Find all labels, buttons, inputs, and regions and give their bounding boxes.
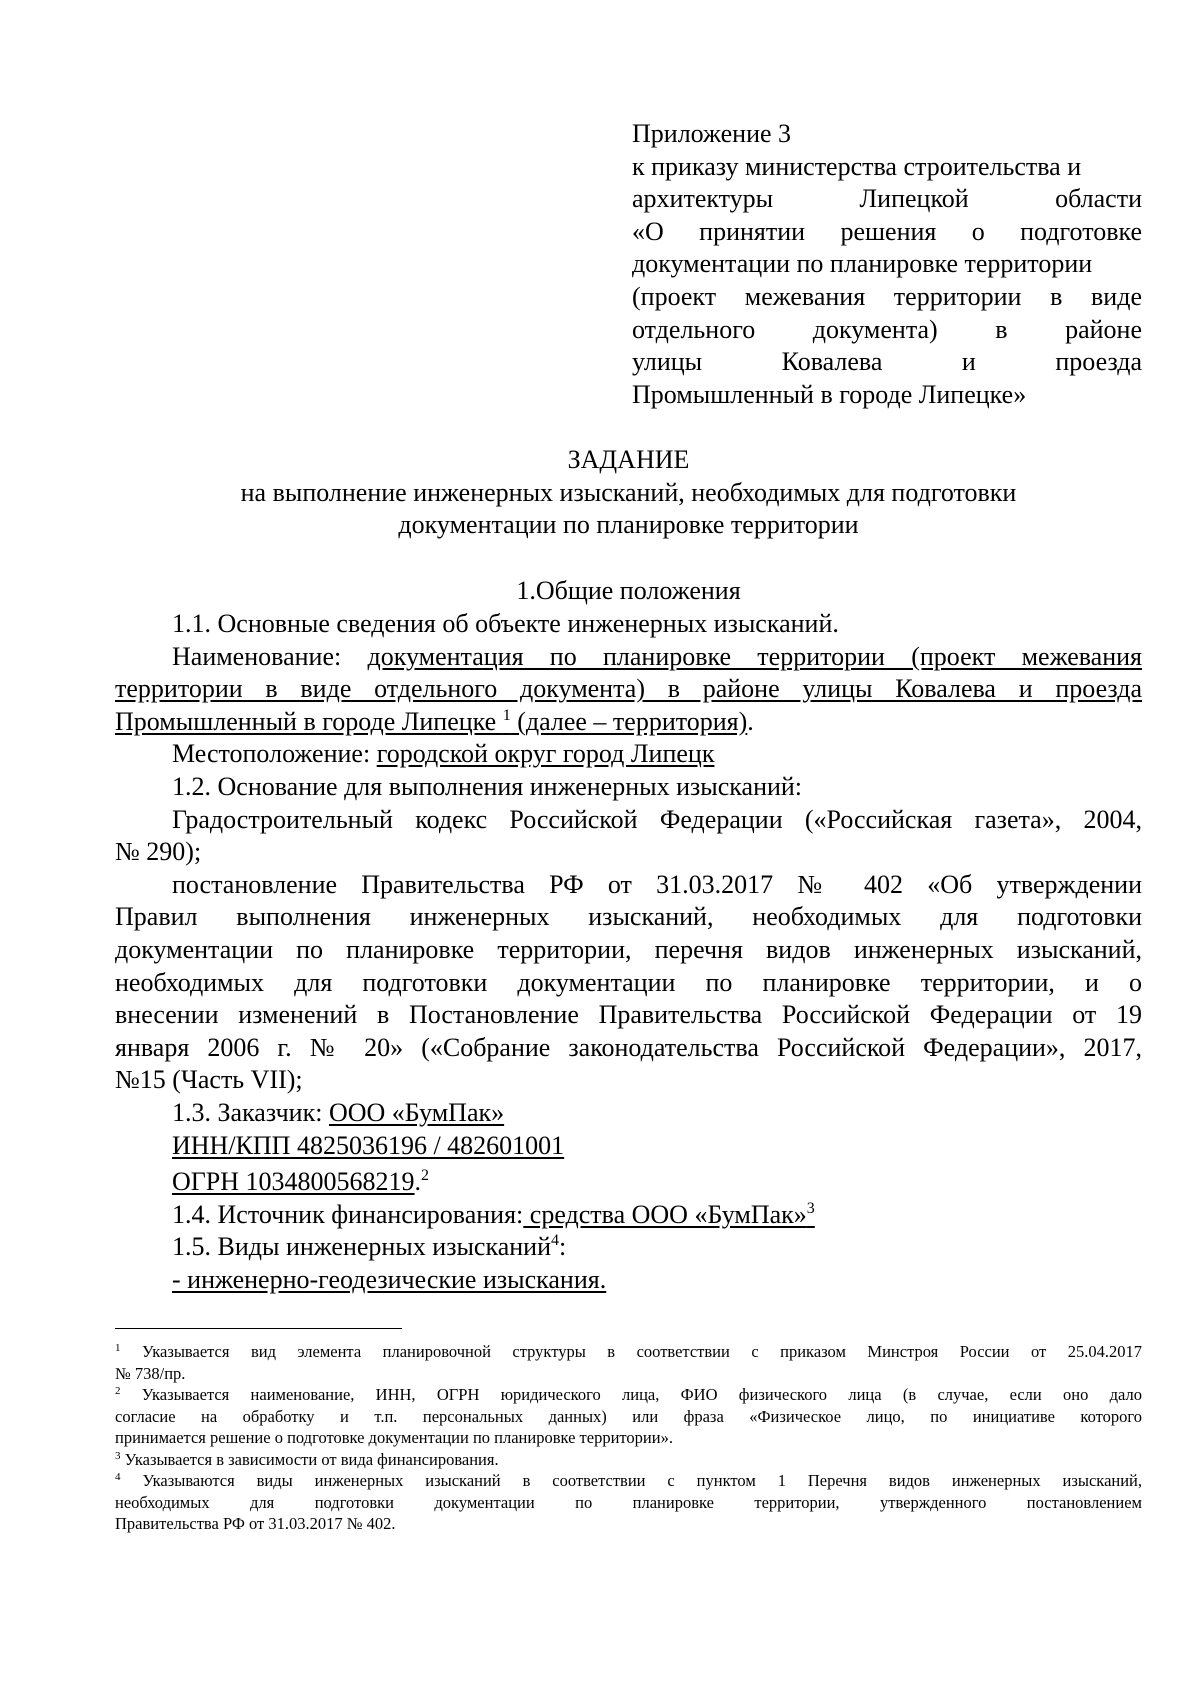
footnote-ref: 2 [421, 1167, 430, 1185]
appendix-line: к приказу министерства строительства и [632, 151, 1082, 181]
appendix-line: отдельного документа) в районе [632, 314, 1142, 344]
appendix-line: архитектуры Липецкой области [632, 184, 1142, 214]
ogrn-line: ОГРН 1034800568219.$^2$ [172, 1167, 430, 1197]
code-reference-line: Градостроительный кодекс Российской Федерации («Российская газета», 2004, [172, 804, 1142, 834]
appendix-line: документации по планировке территории [632, 249, 1093, 279]
appendix-line: улицы Ковалева и проезда [632, 347, 1143, 377]
appendix-title: Приложение 3 [632, 119, 792, 148]
decree-line: Правил выполнения инженерных изысканий, необходимых для подготовки [115, 902, 1142, 932]
document-title [115, 444, 1142, 542]
survey-type-item: - инженерно-геодезические изыскания. [172, 1264, 607, 1294]
footnote-2: $^2$ Указывается наименование, ИНН, ОГРН юридического лица, ФИО физического лица (в случае, если оно дало [115, 1385, 1142, 1404]
location-value: городской округ город Липецк [376, 739, 715, 769]
decree-line: внесении изменений в Постановление Правительства Российской Федерации от 19 [115, 1000, 1142, 1030]
decree-line: января 2006 г. № 20» («Собрание законодательства Российской Федерации», 2017, [115, 1032, 1142, 1062]
footnote-ref: 4 [551, 1232, 559, 1250]
footnote-4: необходимых для подготовки документации по планировке территории, утвержденного постановлением [115, 1492, 1142, 1512]
footnote-4: Правительства РФ от 31.03.2017 № 402. [115, 1514, 396, 1533]
customer-line: 1.3. Заказчик: ООО «БумПак» [172, 1097, 505, 1127]
name-paragraph-line: Промышленный в городе Липецке $^1$ (далее – территория). [115, 706, 754, 736]
financing-line: 1.4. Источник финансирования: средства ООО «БумПак»$^3$ [172, 1199, 815, 1229]
section-heading [115, 575, 1142, 608]
title-heading: ЗАДАНИЕ [567, 445, 690, 474]
paragraph-1-2: 1.2. Основание для выполнения инженерных изысканий: [172, 771, 803, 801]
footnotes [115, 1341, 1142, 1535]
footnote-separator [115, 1328, 402, 1329]
name-paragraph-line [115, 673, 1142, 706]
name-value: территории в виде отдельного документа) в районе улицы Ковалева и проезда [115, 674, 1142, 704]
footnote-1: $^1$ Указывается вид элемента планировочной структуры в соответствии с приказом Минстроя России от 25.04.2017 [115, 1342, 1142, 1361]
decree-line: необходимых для подготовки документации по планировке территории, и о [115, 967, 1142, 997]
section-heading-text: 1.Общие положения [516, 576, 741, 605]
code-reference-line: № 290); [115, 837, 202, 867]
name-paragraph-line: Наименование: документация по планировке территории (проект межевания [172, 641, 1142, 671]
appendix-line: «О принятии решения о подготовке [632, 216, 1143, 246]
footnote-1: № 738/пр. [115, 1363, 186, 1383]
appendix-line: (проект межевания территории в виде [632, 281, 1142, 311]
decree-line: постановление Правительства РФ от 31.03.2017 № 402 «Об утверждении [172, 869, 1142, 899]
appendix-line: Промышленный в городе Липецке» [632, 379, 1027, 409]
footnote-4: $^4$ Указываются виды инженерных изысканий в соответствии с пунктом 1 Перечня видов инженерных изысканий, [115, 1471, 1143, 1490]
footnote-2: принимается решение о подготовке документации по планировке территории». [115, 1428, 673, 1447]
document-body [115, 608, 1142, 1296]
decree-line: №15 (Часть VII); [115, 1065, 303, 1095]
title-subtitle-line: на выполнение инженерных изысканий, необходимых для подготовки [240, 477, 1017, 507]
customer-value: ООО «БумПак» [328, 1097, 505, 1127]
decree-line: документации по планировке территории, перечня видов инженерных изысканий, [115, 934, 1142, 964]
name-value: документация по планировке территории (проект межевания [367, 641, 1142, 671]
footnote-2: согласие на обработку и т.п. персональных данных) или фраза «Физическое лицо, по инициативе которого [115, 1406, 1142, 1426]
footnote-ref: 1 [502, 706, 511, 724]
survey-types-line: 1.5. Виды инженерных изысканий$^4$: [172, 1232, 567, 1262]
location-line: Местоположение: городской округ город Липецк [172, 739, 715, 769]
paragraph-1-1: 1.1. Основные сведения об объекте инженерных изысканий. [172, 609, 839, 638]
appendix-header [632, 118, 1142, 411]
footnote-3: $^3$ Указывается в зависимости от вида финансирования. [115, 1449, 499, 1469]
title-subtitle-line: документации по планировке территории [398, 510, 859, 540]
inn-line: ИНН/КПП 4825036196 / 482601001 [172, 1130, 565, 1160]
footnote-ref: 3 [806, 1199, 815, 1217]
